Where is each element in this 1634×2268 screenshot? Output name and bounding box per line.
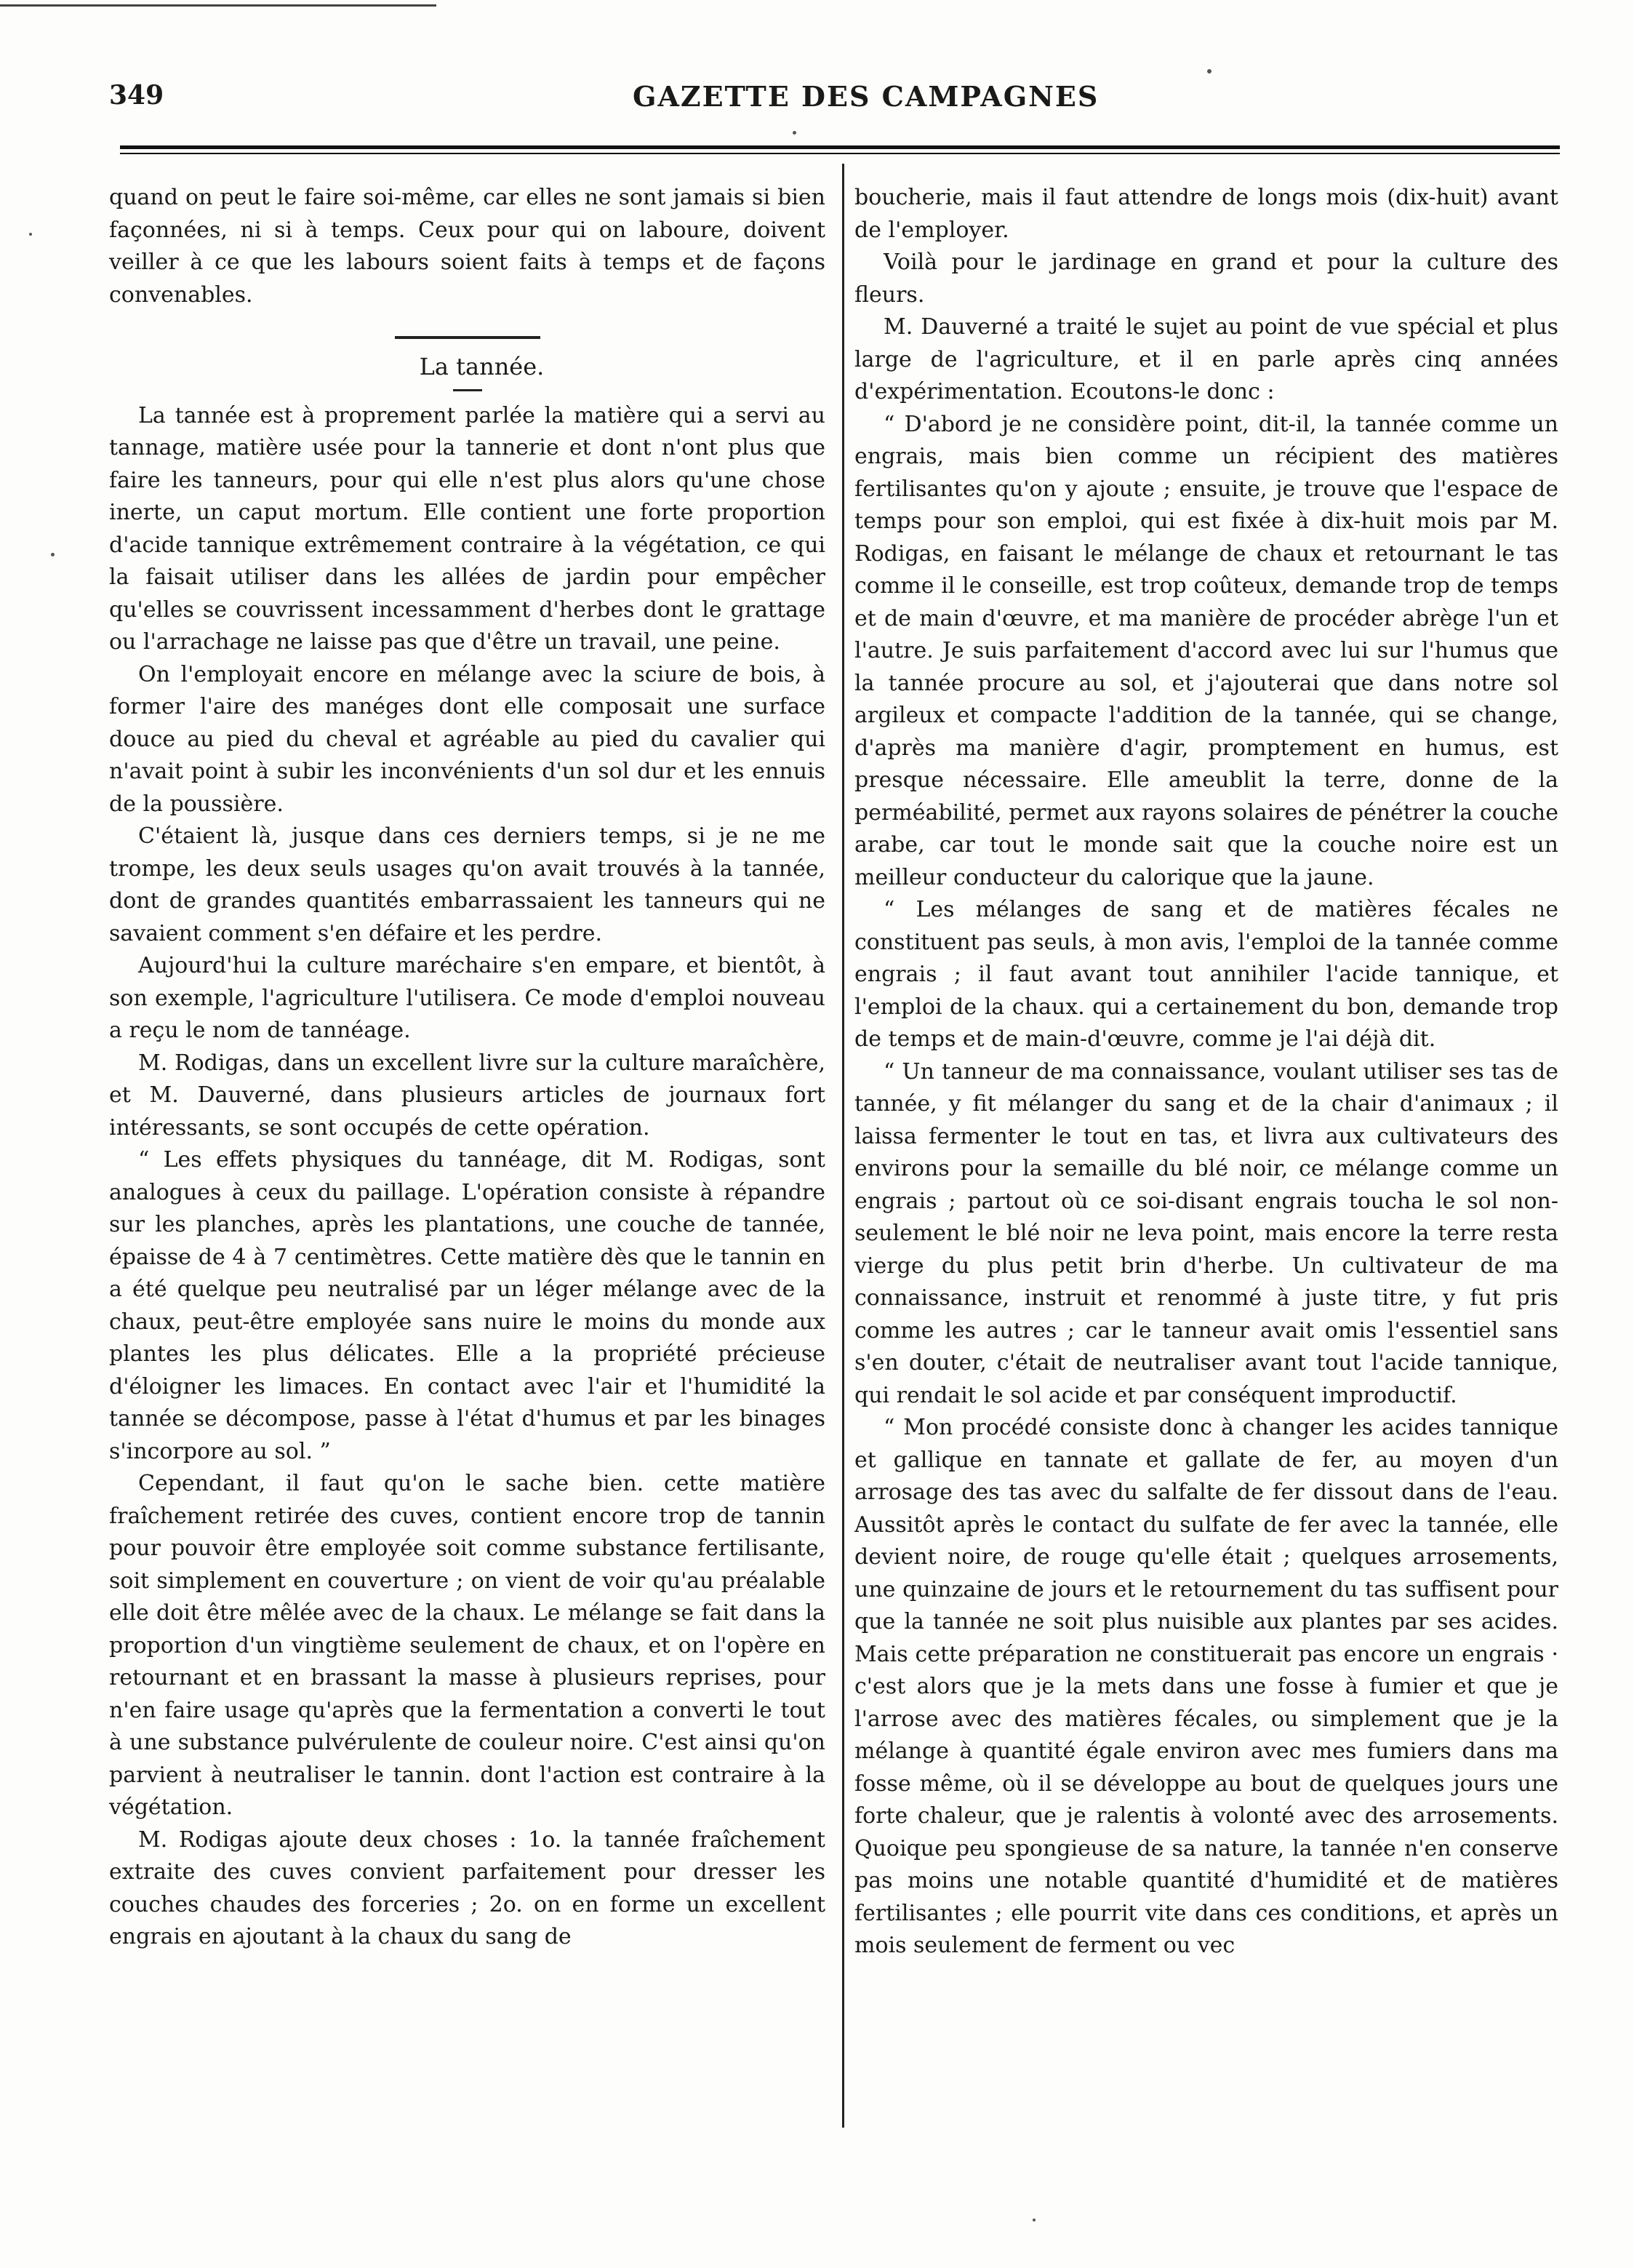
print-speck <box>29 233 32 236</box>
section-title: La tannée. <box>419 353 545 380</box>
right-column <box>854 182 1558 1962</box>
article-quote-paragraph: “ Un tanneur de ma connaissance, voulant utiliser ses tas de tannée, y fit mélanger du sang et de la chair d'animaux ; il laissa fermenter le tout en tas, et livra aux cultivateurs des environs pour la semaille du blé noir, ce mélange comme un engrais ; partout où ce soi-disant engrais toucha le sol non-seulement le blé noir ne leva point, mais encore la terre resta vierge du plus petit brin d'herbe. Un cultivateur de ma connaissance, instruit et renommé à juste titre, y fut pris comme les autres ; car le tanneur avait omis l'essentiel sans s'en douter, c'était de neutraliser avant tout l'acide tannique, qui rendait le sol acide et par conséquent improductif. <box>854 1058 1558 1408</box>
print-speck <box>51 553 55 556</box>
article-paragraph: M. Rodigas, dans un excellent livre sur la culture maraîchère, et M. Dauverné, dans plusieurs articles de journaux fort intéressants, se sont occupés de cette opération. <box>109 1050 825 1141</box>
article-paragraph: boucherie, mais il faut attendre de longs mois (dix-huit) avant de l'employer. <box>854 185 1558 243</box>
column-divider <box>842 164 844 2128</box>
article-paragraph: On l'employait encore en mélange avec la sciure de bois, à former l'aire des manéges dont elle composait une surface douce au pied du cheval et agréable au pied du cavalier qui n'avait point à subir les inconvénients d'un sol dur et les ennuis de la poussière. <box>109 661 825 817</box>
article-quote-paragraph: “ Mon procédé consiste donc à changer les acides tannique et gallique en tannate et gallate de fer, au moyen d'un arrosage des tas avec du salfalte de fer dissout dans de l'eau. Aussitôt après le contact du sulfate de fer avec la tannée, elle devient noire, de rouge qu'elle était ; quelques arrosements, une quinzaine de jours et le retournement du tas suffisent pour que la tannée ne soit plus nuisible aux plantes par ses acides. Mais cette préparation ne constituerait pas encore un engrais · c'est alors que je la mets dans une fosse à fumier et que je l'arrose avec des matières fécales, ou simplement que je la mélange à quantité égale environ avec mes fumiers dans ma fosse même, où il se développe au bout de quelques jours une forte chaleur, que je ralentis à volonté avec des arrosements. Quoique peu spongieuse de sa nature, la tannée n'en conserve pas moins une notable quantité d'humidité et de matières fertilisantes ; elle pourrit vite dans ces conditions, et après un mois seulement de ferment ou vec <box>854 1415 1558 1958</box>
article-paragraph: M. Dauverné a traité le sujet au point de vue spécial et plus large de l'agriculture, et il en parle après cinq années d'expérimentation. Ecoutons-le donc : <box>854 314 1558 404</box>
journal-title: GAZETTE DES CAMPAGNES <box>633 80 1100 113</box>
article-paragraph: Voilà pour le jardinage en grand et pour la culture des fleurs. <box>854 249 1558 308</box>
article-quote-paragraph: “ Les effets physiques du tannéage, dit M. Rodigas, sont analogues à ceux du paillage. L'opération consiste à répandre sur les planches, après les plantations, une couche de tannée, épaisse de 4 à 7 centimètres. Cette matière dès que le tannin en a été quelque peu neutralisé par un léger mélange avec de la chaux, peut-être employée sans nuire le moins du monde aux plantes les plus délicates. Elle a la propriété précieuse d'éloigner les limaces. En contact avec l'air et l'humidité la tannée se décompose, passe à l'état d'humus et par les binages s'incorpore au sol. ” <box>109 1147 825 1464</box>
page-header <box>109 80 1556 124</box>
article-paragraph: La tannée est à proprement parlée la matière qui a servi au tannage, matière usée pour la tannerie et dont n'ont plus que faire les tanneurs, pour qui elle n'est plus alors qu'une chose inerte, un caput mortum. Elle contient une forte proportion d'acide tannique extrêmement contraire à la végétation, ce qui la faisait utiliser dans les allées de jardin pour empêcher qu'elles se couvrissent incessamment d'herbes dont le grattage ou l'arrachage ne laisse pas que d'être un travail, une peine. <box>109 402 825 655</box>
left-column <box>109 182 825 1954</box>
section-title-dash <box>453 389 482 391</box>
top-border-rule <box>0 4 436 7</box>
print-speck <box>1207 69 1212 73</box>
header-rule-thin <box>120 153 1560 154</box>
article-paragraph: C'étaient là, jusque dans ces derniers temps, si je ne me trompe, les deux seuls usages qu'on avait trouvés à la tannée, dont de grandes quantités embarrassaient les tanneurs qui ne savaient comment s'en défaire et les perdre. <box>109 823 825 946</box>
article-paragraph: Cependant, il faut qu'on le sache bien. cette matière fraîchement retirée des cuves, contient encore trop de tannin pour pouvoir être employée soit comme substance fertilisante, soit simplement en couverture ; on vient de voir qu'au préalable elle doit être mêlée avec de la chaux. Le mélange se fait dans la proportion d'un vingtième seulement de chaux, et on l'opère en retournant et en brassant la masse à plusieurs reprises, pour n'en faire usage qu'après que la fermentation a converti le tout à une substance pulvérulente de couleur noire. C'est ainsi qu'on parvient à neutraliser le tannin. dont l'action est contraire à la végétation. <box>109 1471 825 1820</box>
page-number: 349 <box>109 80 164 111</box>
print-speck <box>793 131 796 135</box>
article-paragraph: Aujourd'hui la culture maréchaire s'en empare, et bientôt, à son exemple, l'agriculture l'utilisera. Ce mode d'emploi nouveau a reçu le nom de tannéage. <box>109 953 825 1043</box>
intro-paragraph: quand on peut le faire soi-même, car elles ne sont jamais si bien façonnées, ni si à temps. Ceux pour qui on laboure, doivent veiller à ce que les labours soient faits à temps et de façons convenables. <box>109 185 825 308</box>
section-divider-rule <box>395 336 540 339</box>
article-quote-paragraph: “ D'abord je ne considère point, dit-il, la tannée comme un engrais, mais bien comme un récipient des matières fertilisantes qu'on y ajoute ; ensuite, je trouve que l'espace de temps pour son emploi, qui est fixée à dix-huit mois par M. Rodigas, en faisant le mélange de chaux et retournant le tas comme il le conseille, est trop coûteux, demande trop de temps et de main d'œuvre, et ma manière de procéder abrège l'un et l'autre. Je suis parfaitement d'accord avec lui sur l'humus que la tannée procure au sol, et j'ajouterai que dans notre sol argileux et compacte l'addition de la tannée, qui se change, d'après ma manière d'agir, promptement en humus, est presque nécessaire. Elle ameublit la terre, donne de la perméabilité, permet aux rayons solaires de pénétrer la couche arabe, car tout le monde sait que la couche noire est un meilleur conducteur du calorique que la jaune. <box>854 411 1558 890</box>
print-speck <box>1033 2219 1036 2221</box>
article-paragraph: M. Rodigas ajoute deux choses : 1o. la tannée fraîchement extraite des cuves convient parfaitement pour dresser les couches chaudes des forceries ; 2o. on en forme un excellent engrais en ajoutant à la chaux du sang de <box>109 1826 825 1949</box>
article-quote-paragraph: “ Les mélanges de sang et de matières fécales ne constituent pas seuls, à mon avis, l'emploi de la tannée comme engrais ; il faut avant tout annihiler l'acide tannique, et l'emploi de la chaux. qui a certainement du bon, demande trop de temps et de main-d'œuvre, comme je l'ai déjà dit. <box>854 897 1558 1052</box>
header-rule-thick <box>120 145 1560 149</box>
